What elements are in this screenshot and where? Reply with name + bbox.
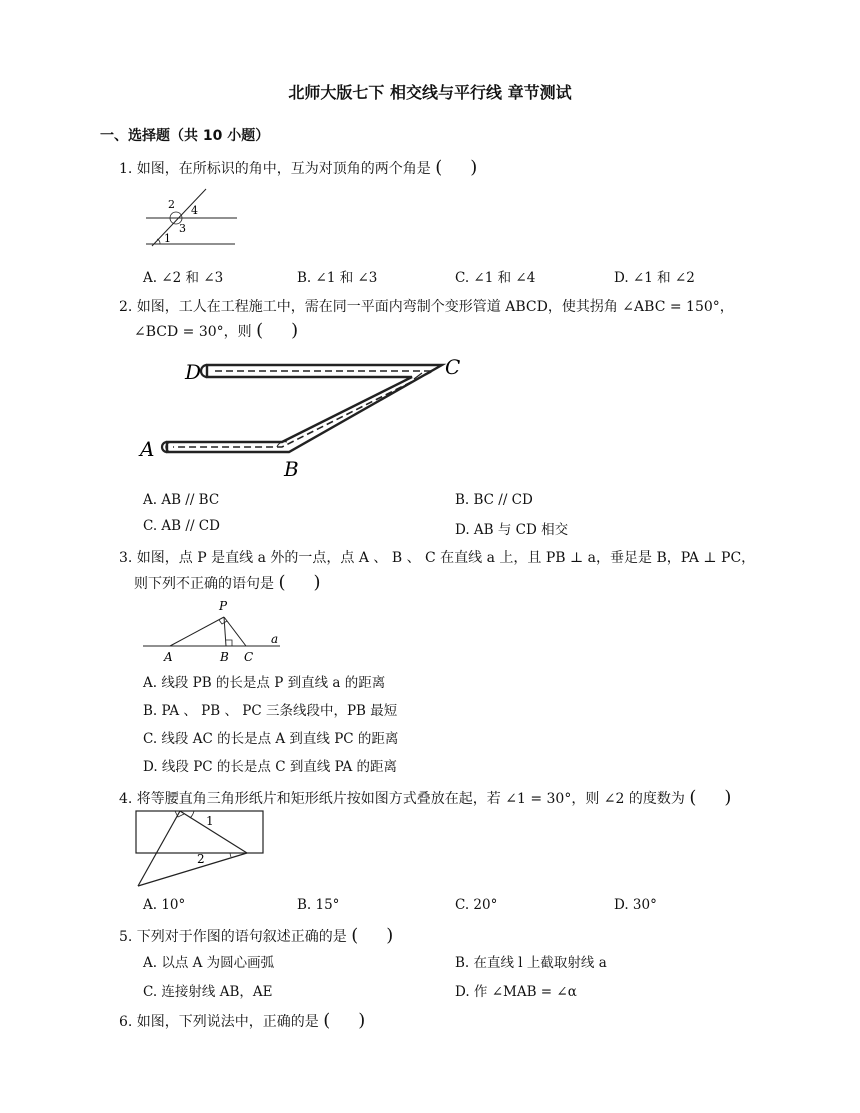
q3-option-b[interactable]: B. PA 、 PB 、 PC 三条线段中，PB 最短	[143, 703, 398, 719]
q1-label-1: 1	[164, 232, 171, 245]
answer-paren-right: )	[386, 925, 394, 946]
q4-option-c[interactable]: C. 20°	[455, 897, 498, 913]
q3-option-d[interactable]: D. 线段 PC 的长是点 C 到直线 PA 的距离	[143, 759, 398, 775]
q2-label-d: D	[185, 360, 202, 384]
q4-option-a[interactable]: A. 10°	[143, 897, 186, 913]
answer-paren-left: (	[323, 1010, 331, 1031]
q2-label-c: C	[445, 355, 461, 379]
q3-label-c: C	[244, 650, 254, 664]
section-heading: 一、选择题（共 10 小题）	[100, 128, 270, 144]
q4-label-2: 2	[197, 852, 205, 866]
q2-option-c[interactable]: C. AB // CD	[143, 518, 220, 534]
q2-option-b[interactable]: B. BC // CD	[455, 492, 533, 508]
answer-paren-left: (	[689, 787, 697, 808]
q1-option-c[interactable]: C. ∠1 和 ∠4	[455, 270, 536, 286]
q2-option-a[interactable]: A. AB // BC	[143, 492, 220, 508]
q1-option-d[interactable]: D. ∠1 和 ∠2	[614, 270, 695, 286]
answer-paren-right: )	[313, 572, 321, 593]
answer-paren-left: (	[351, 925, 359, 946]
q1-label-4: 4	[191, 204, 198, 217]
answer-paren-left: (	[278, 572, 286, 593]
answer-paren-left: (	[256, 320, 264, 341]
q1-label-3: 3	[179, 222, 186, 235]
q5-option-a[interactable]: A. 以点 A 为圆心画弧	[143, 955, 275, 971]
q1-option-a[interactable]: A. ∠2 和 ∠3	[143, 270, 224, 286]
q5-option-c[interactable]: C. 连接射线 AB，AE	[143, 984, 273, 1000]
question-4-text: 4. 将等腰直角三角形纸片和矩形纸片按如图方式叠放在起，若 ∠1 = 30°，则 ∠2 的度数为	[119, 791, 685, 807]
question-2-text: ∠BCD = 30°，则	[134, 324, 252, 340]
question-1-figure	[140, 186, 240, 248]
q1-label-2: 2	[168, 198, 175, 211]
q4-option-b[interactable]: B. 15°	[297, 897, 340, 913]
question-4-stem	[119, 787, 731, 808]
answer-paren-left: (	[435, 157, 443, 178]
q4-label-1: 1	[206, 814, 214, 828]
q2-option-d[interactable]: D. AB 与 CD 相交	[455, 522, 569, 538]
question-6-text: 6. 如图，下列说法中，正确的是	[119, 1014, 319, 1030]
answer-paren-right: )	[291, 320, 299, 341]
question-2-line-1: 2. 如图，工人在工程施工中，需在同一平面内弯制个变形管道 ABCD，使其拐角 ∠ABC = 150°，	[119, 299, 734, 315]
question-1-stem	[119, 157, 477, 178]
q3-option-a[interactable]: A. 线段 PB 的长是点 P 到直线 a 的距离	[143, 675, 386, 691]
answer-paren-right: )	[724, 787, 732, 808]
q2-label-a: A	[140, 437, 155, 461]
question-1-text: 1. 如图，在所标识的角中，互为对顶角的两个角是	[119, 161, 431, 177]
q3-label-b: B	[220, 650, 229, 664]
question-5-text: 5. 下列对于作图的语句叙述正确的是	[119, 929, 347, 945]
question-5-stem	[119, 925, 393, 946]
q5-option-b[interactable]: B. 在直线 l 上截取射线 a	[455, 955, 607, 971]
answer-paren-right: )	[358, 1010, 366, 1031]
question-4-figure	[134, 809, 266, 889]
q3-option-c[interactable]: C. 线段 AC 的长是点 A 到直线 PC 的距离	[143, 731, 399, 747]
question-2-line-2	[134, 320, 298, 341]
question-3-line-1: 3. 如图，点 P 是直线 a 外的一点，点 A 、 B 、 C 在直线 a 上，且 PB ⊥ a，垂足是 B，PA ⊥ PC，	[119, 550, 756, 566]
page-title: 北师大版七下 相交线与平行线 章节测试	[288, 83, 572, 102]
question-3-figure	[140, 598, 285, 666]
question-3-line-2	[134, 572, 321, 593]
question-2-figure	[137, 352, 472, 482]
question-6-stem	[119, 1010, 365, 1031]
answer-paren-right: )	[470, 157, 478, 178]
q3-label-p: P	[219, 599, 228, 613]
q1-option-b[interactable]: B. ∠1 和 ∠3	[297, 270, 378, 286]
question-3-text: 则下列不正确的语句是	[134, 576, 274, 592]
q3-label-a-line: a	[271, 632, 279, 646]
q4-option-d[interactable]: D. 30°	[614, 897, 657, 913]
q2-label-b: B	[284, 457, 299, 481]
q3-label-a: A	[164, 650, 173, 664]
q5-option-d[interactable]: D. 作 ∠MAB = ∠α	[455, 984, 577, 1000]
